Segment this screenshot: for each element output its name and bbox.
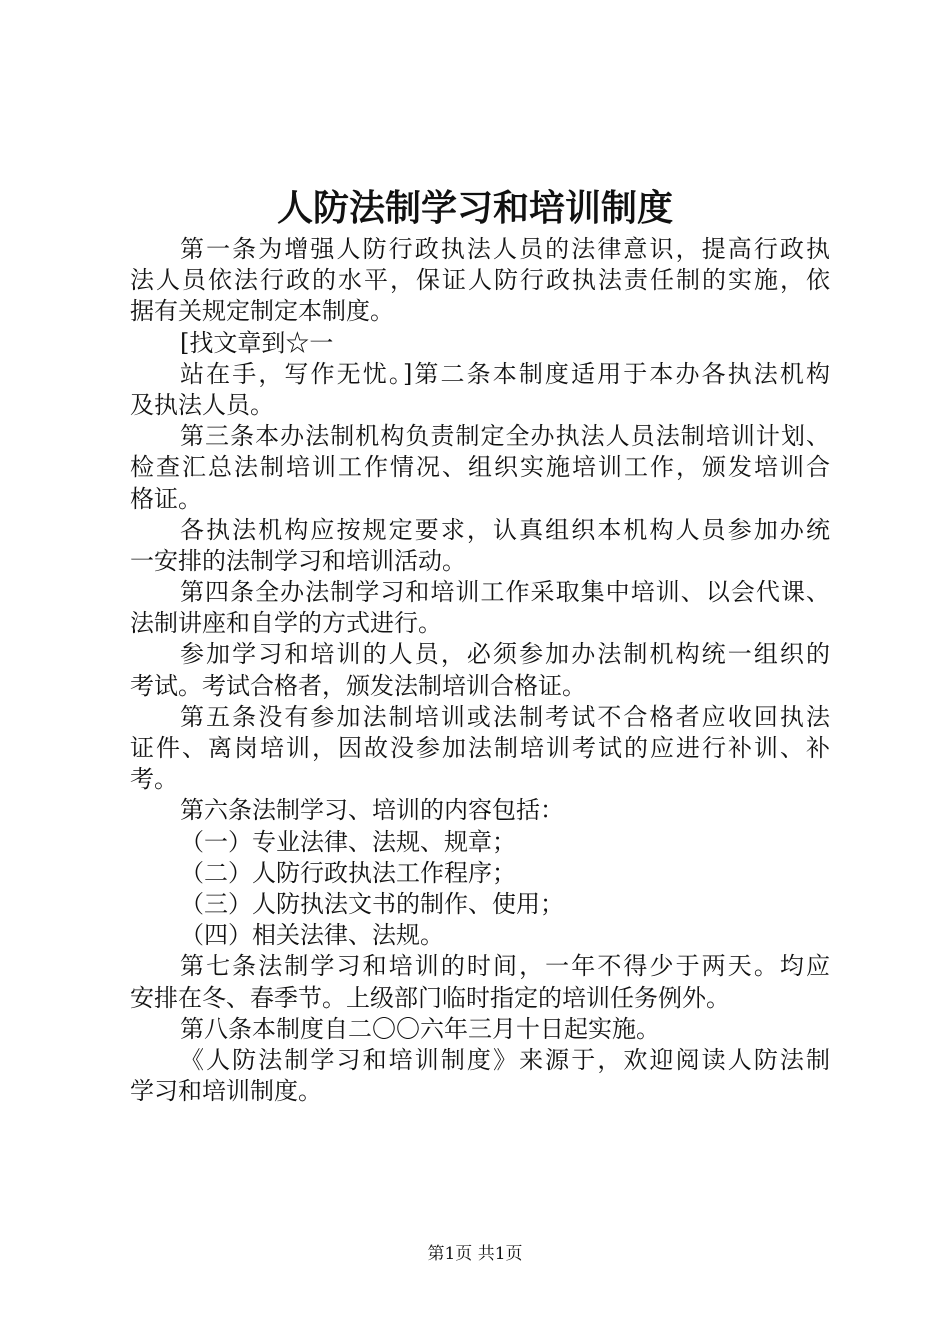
body-text-line: 学习和培训制度。 [130,1077,322,1106]
body-text-line: 各执法机构应按规定要求，认真组织本机构人员参加办统 [180,515,830,544]
body-text-line: 考试。考试合格者，颁发法制培训合格证。 [130,671,586,700]
page-title: 人防法制学习和培训制度 [276,187,673,229]
body-text-line: 据有关规定制定本制度。 [130,297,394,326]
body-text-line: 法人员依法行政的水平，保证人防行政执法责任制的实施，依 [130,266,830,295]
body-text-line: 格证。 [130,484,202,513]
body-text-line: 第七条法制学习和培训的时间，一年不得少于两天。均应 [180,952,830,981]
body-text-line: 第三条本办法制机构负责制定全办执法人员法制培训计划、 [180,422,830,451]
body-text-line: 第四条全办法制学习和培训工作采取集中培训、以会代课、 [180,578,830,607]
body-text-line: 第五条没有参加法制培训或法制考试不合格者应收回执法 [180,702,830,731]
body-text-line: 参加学习和培训的人员，必须参加办法制机构统一组织的 [180,640,830,669]
page-number-footer: 第1页 共1页 [427,1244,523,1264]
body-text-line: 安排在冬、春季节。上级部门临时指定的培训任务例外。 [130,983,730,1012]
body-text-line: 站在手，写作无忧。]第二条本制度适用于本办各执法机构 [180,359,830,388]
body-text-line: 考。 [130,765,178,794]
body-text-line: （三）人防执法文书的制作、使用； [180,889,564,918]
body-text-line: [找文章到☆一 [180,328,334,357]
body-text-line: （四）相关法律、法规。 [180,921,444,950]
body-text-line: （一）专业法律、法规、规章； [180,827,516,856]
document-body [130,234,830,1107]
body-text-line: 一安排的法制学习和培训活动。 [130,546,466,575]
body-text-line: 检查汇总法制培训工作情况、组织实施培训工作，颁发培训合 [130,453,830,482]
body-text-line: （二）人防行政执法工作程序； [180,858,516,887]
body-text-line: 第八条本制度自二〇〇六年三月十日起实施。 [180,1014,660,1043]
body-text-line: 法制讲座和自学的方式进行。 [130,609,442,638]
body-text-line: 《人防法制学习和培训制度》来源于，欢迎阅读人防法制 [180,1045,830,1074]
body-text-line: 证件、离岗培训，因故没参加法制培训考试的应进行补训、补 [130,734,830,762]
body-text-line: 第一条为增强人防行政执法人员的法律意识，提高行政执 [180,235,830,263]
body-text-line: 及执法人员。 [130,390,274,419]
body-text-line: 第六条法制学习、培训的内容包括： [180,796,564,825]
